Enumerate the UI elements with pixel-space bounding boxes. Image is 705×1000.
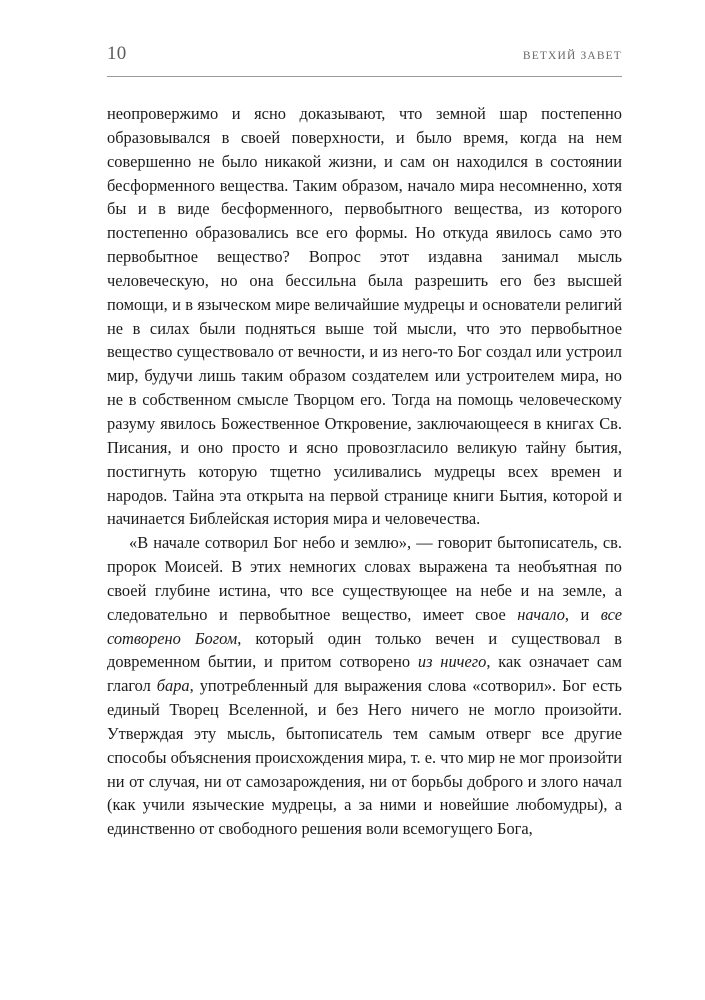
paragraph [107,102,622,531]
paragraph-text: , употребленный для выражения слова «сотворил». Бог есть единый Творец Вселенной, и без Него ничего не могло произойти. Утверждая эту мысль, бытописатель тем самым отверг все другие способы объяснения происхождения мира, т. е. что мир не мог произойти ни от случая, ни от самозарождения, ни от борьбы доброго и злого начал (как учили языческие мудрецы, а за ними и новейшие любомудры), а единственно от свободного решения воли всемогущего Бога, [107,676,623,839]
paragraph-text: неопровержимо и ясно доказывают, что земной шар постепенно образовывался в своей поверхности, и было время, когда на нем совершенно не было никакой жизни, и сам он находился в состоянии бесформенного вещества. Таким образом, начало мира несомненно, хотя бы и в виде бесформенного, первобытного вещества, из которого постепенно образовались все его формы. Но откуда явилось само это первобытное вещество? Вопрос этот издавна занимал мысль человеческую, но она бессильна была разрешить его без высшей помощи, и в языческом мире величайшие мудрецы и основатели религий не в силах были подняться выше той мысли, что это первобытное вещество существовало от вечности, и из него-то Бог создал или устроил мир, будучи лишь таким образом создателем или устроителем мира, но не в собственном смысле Творцом его. Тогда на помощь человеческому разуму явилось Божественное Откровение, заключающееся в книгах Св. Писания, и оно просто и ясно провозгласило великую тайну бытия, постигнуть которую тщетно усиливались мудрецы всех времен и народов. Тайна эта открыта на первой странице книги Бытия, которой и начинается Библейская история мира и человечества. [107,104,622,529]
page-number: 10 [107,43,127,64]
emphasized-text: бара [156,676,190,696]
emphasized-text: начало [517,604,565,624]
paragraph-text: , как означает сам глагол [107,652,623,696]
text-column [107,44,622,841]
paragraph-text: , который один только вечен и существовал в довременном бытии, и притом сотворено [107,628,622,672]
paragraph-text: «В начале сотворил Бог небо и землю», — говорит бытописатель, св. пророк Моисей. В этих немногих словах выражена та необъятная по своей глубине истина, что все существующее на небе и на земле, а следовательно и первобытное вещество, имеет свое [107,533,622,624]
paragraph [107,531,622,841]
emphasized-text: все сотворено Богом [107,604,622,648]
body-text [107,102,622,841]
header-rule [107,76,622,77]
paragraph-text: , и [564,604,601,624]
running-head [107,44,622,72]
running-head-title: ВЕТХИЙ ЗАВЕТ [522,50,622,62]
emphasized-text: из ничего [417,652,487,672]
